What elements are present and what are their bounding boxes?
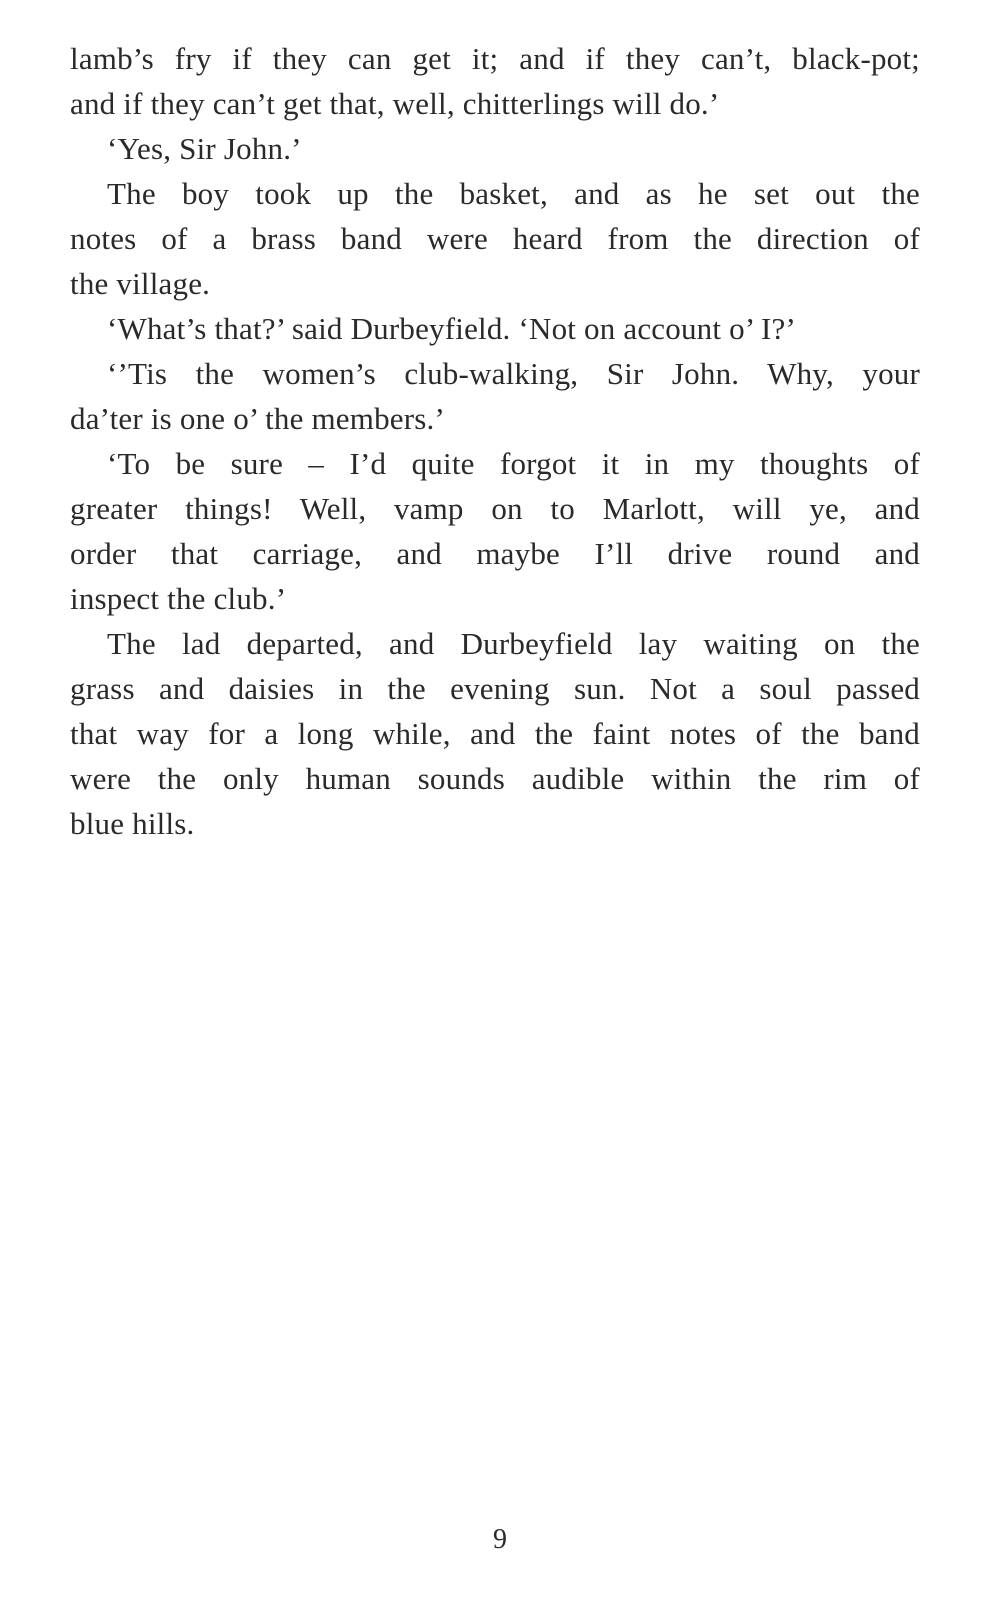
text-line: lamb’s fry if they can get it; and if they can’t, black-pot; xyxy=(70,41,920,76)
body-text xyxy=(70,36,920,846)
text-line: ‘To be sure – I’d quite forgot it in my thoughts of xyxy=(107,446,920,481)
text-line: ‘’Tis the women’s club-walking, Sir John. Why, your xyxy=(107,356,920,391)
text-line: blue hills. xyxy=(70,806,195,841)
text-line: were the only human sounds audible within the rim of xyxy=(70,761,920,796)
text-line: notes of a brass band were heard from the direction of xyxy=(70,221,920,256)
text-line: ‘What’s that?’ said Durbeyfield. ‘Not on account o’ I?’ xyxy=(107,311,797,346)
text-line: grass and daisies in the evening sun. Not a soul passed xyxy=(70,671,920,706)
text-line: greater things! Well, vamp on to Marlott, will ye, and xyxy=(70,491,920,526)
page-number: 9 xyxy=(493,1524,507,1555)
text-line: and if they can’t get that, well, chitterlings will do.’ xyxy=(70,86,720,121)
text-line: order that carriage, and maybe I’ll drive round and xyxy=(70,536,920,571)
text-line: that way for a long while, and the faint notes of the band xyxy=(70,716,920,751)
text-line: ‘Yes, Sir John.’ xyxy=(107,131,302,166)
text-line: inspect the club.’ xyxy=(70,581,287,616)
text-line: The lad departed, and Durbeyfield lay waiting on the xyxy=(107,626,920,661)
text-line: the village. xyxy=(70,266,211,301)
text-line: da’ter is one o’ the members.’ xyxy=(70,401,446,436)
text-line: The boy took up the basket, and as he set out the xyxy=(107,176,920,211)
